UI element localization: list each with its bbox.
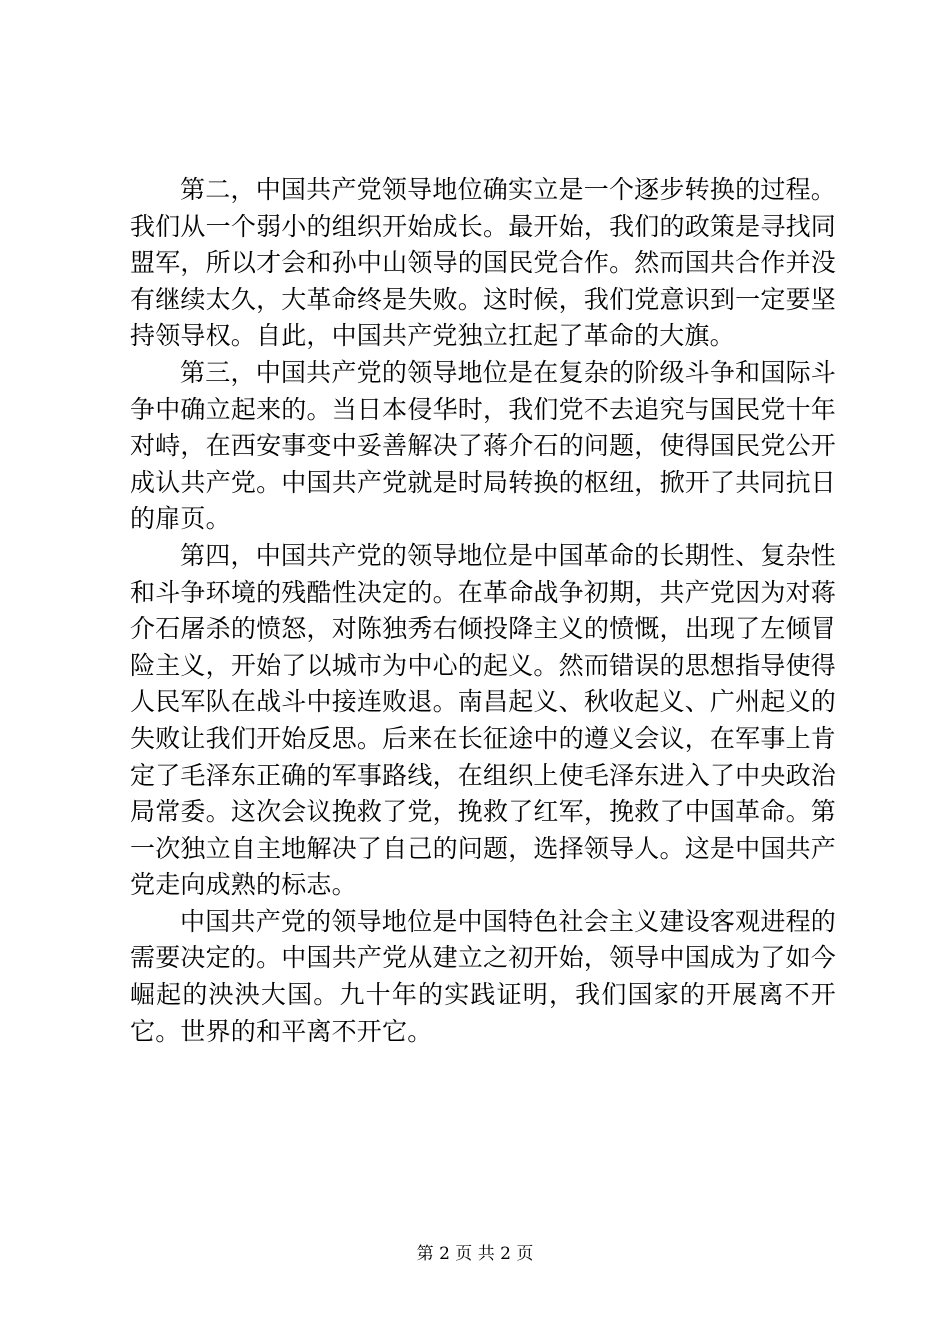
paragraph-third-point: 第三，中国共产党的领导地位是在复杂的阶级斗争和国际斗争中确立起来的。当日本侵华时，我们党不去追究与国民党十年对峙，在西安事变中妥善解决了蒋介石的问题，使得国民党公开成认共产党。中国共产党就是时局转换的枢纽，掀开了共同抗日的扉页。: [130, 357, 836, 534]
paragraph-second-point: 第二，中国共产党领导地位确实立是一个逐步转换的过程。我们从一个弱小的组织开始成长。最开始，我们的政策是寻找同盟军，所以才会和孙中山领导的国民党合作。然而国共合作并没有继续太久，大革命终是失败。这时候，我们党意识到一定要坚持领导权。自此，中国共产党独立扛起了革命的大旗。: [130, 175, 836, 351]
document-body: [130, 172, 836, 1050]
paragraph-conclusion: 中国共产党的领导地位是中国特色社会主义建设客观进程的需要决定的。中国共产党从建立之初开始，领导中国成为了如今崛起的泱泱大国。九十年的实践证明，我们国家的开展离不开它。世界的和平离不开它。: [130, 906, 836, 1046]
page-number-footer: 第 2 页 共 2 页: [416, 1244, 534, 1264]
paragraph-fourth-point: 第四，中国共产党的领导地位是中国革命的长期性、复杂性和斗争环境的残酷性决定的。在革命战争初期，共产党因为对蒋介石屠杀的愤怒，对陈独秀右倾投降主义的愤慨，出现了左倾冒险主义，开始了以城市为中心的起义。然而错误的思想指导使得人民军队在战斗中接连败退。南昌起义、秋收起义、广州起义的失败让我们开始反思。后来在长征途中的遵义会议，在军事上肯定了毛泽东正确的军事路线，在组织上使毛泽东进入了中央政治局常委。这次会议挽救了党，挽救了红军，挽救了中国革命。第一次独立自主地解决了自己的问题，选择领导人。这是中国共产党走向成熟的标志。: [130, 540, 836, 900]
